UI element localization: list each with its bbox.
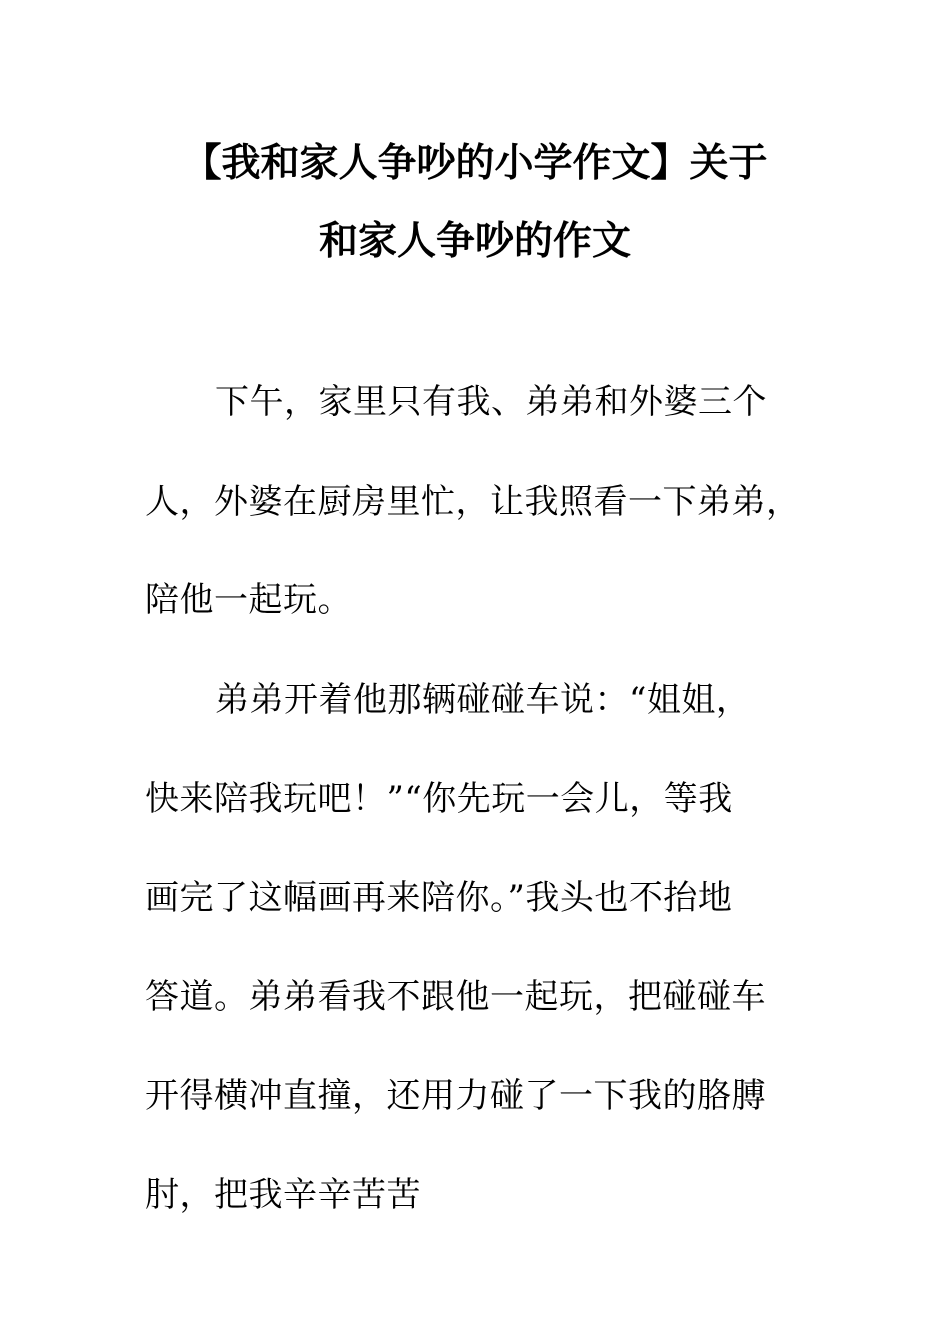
body-line-3: 陪他一起玩。: [145, 580, 352, 620]
title-line-2: 和家人争吵的作文: [318, 219, 631, 264]
document-title: [145, 125, 805, 281]
body-line-1: 下午，家里只有我、弟弟和外婆三个: [215, 382, 767, 422]
body-line-6: 画完了这幅画再来陪你。”我头也不抬地: [145, 878, 733, 918]
body-line-7: 答道。弟弟看我不跟他一起玩，把碰碰车: [145, 977, 766, 1017]
body-line-2: 人，外婆在厨房里忙，让我照看一下弟弟，: [145, 482, 801, 522]
title-line-1: 【我和家人争吵的小学作文】关于: [182, 141, 768, 186]
body-line-4: 弟弟开着他那辆碰碰车说：“姐姐，: [215, 680, 751, 720]
body-line-8: 开得横冲直撞，还用力碰了一下我的胳膊: [145, 1076, 766, 1116]
body-line-9: 肘，把我辛辛苦苦: [145, 1175, 421, 1215]
body-line-5: 快来陪我玩吧！”“你先玩一会儿，等我: [145, 779, 733, 819]
